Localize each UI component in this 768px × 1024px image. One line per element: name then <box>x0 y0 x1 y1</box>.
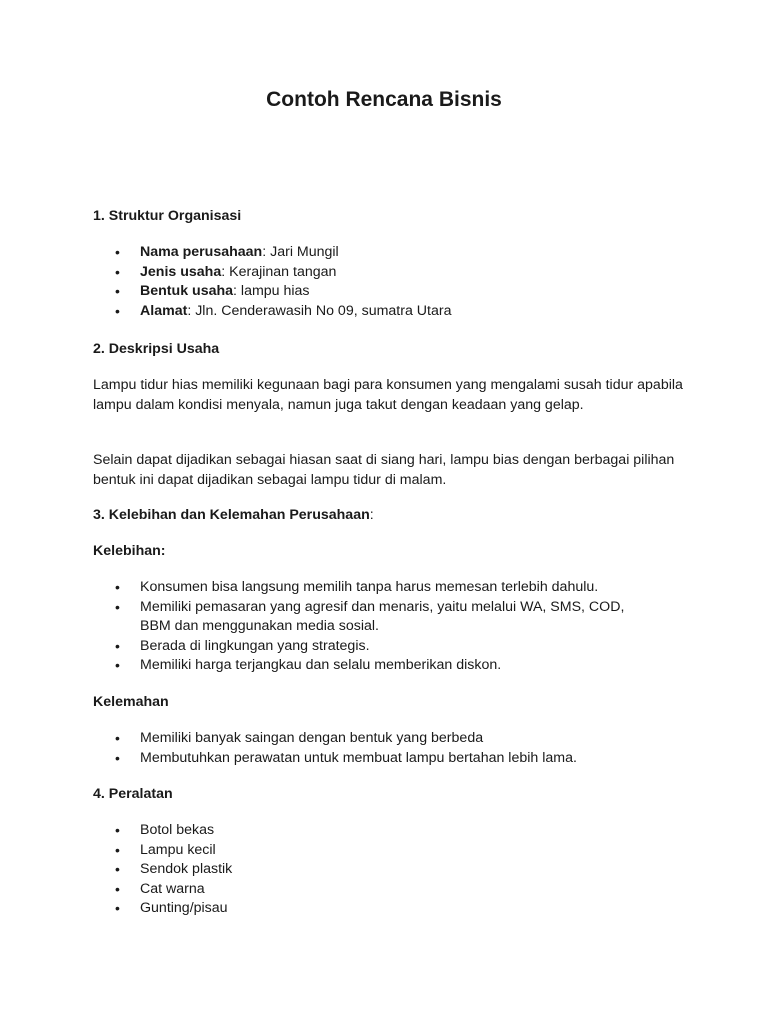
business-description-paragraph-2: Selain dapat dijadikan sebagai hiasan saat di siang hari, lampu bias dengan berbagai pilihan bentuk ini dapat dijadikan sebagai lampu tidur di malam. <box>93 452 675 488</box>
list-item: • Memiliki pemasaran yang agresif dan menaris, yaitu melalui WA, SMS, COD, BBM dan menggunakan media sosial. <box>93 598 683 637</box>
list-item: • Memiliki harga terjangkau dan selalu memberikan diskon. <box>93 656 683 676</box>
list-item: • Memiliki banyak saingan dengan bentuk yang berbeda <box>93 729 683 749</box>
list-item: • Botol bekas <box>93 821 683 841</box>
list-item: • Lampu kecil <box>93 841 683 861</box>
list-item: • Berada di lingkungan yang strategis. <box>93 637 683 657</box>
section-1-heading: 1. Struktur Organisasi <box>93 208 242 224</box>
list-item: • Alamat: Jln. Cenderawasih No 09, sumatra Utara <box>93 302 683 322</box>
list-item: • Konsumen bisa langsung memilih tanpa harus memesan terlebih dahulu. <box>93 578 683 598</box>
equipment-list <box>93 821 683 919</box>
weaknesses-list <box>93 729 683 768</box>
section-3-heading: 3. Kelebihan dan Kelemahan Perusahaan: <box>93 507 374 523</box>
section-2-heading: 2. Deskripsi Usaha <box>93 341 220 357</box>
weaknesses-heading: Kelemahan <box>93 694 169 710</box>
strengths-heading: Kelebihan: <box>93 543 166 559</box>
list-item: • Membutuhkan perawatan untuk membuat lampu bertahan lebih lama. <box>93 749 683 769</box>
list-item: • Jenis usaha: Kerajinan tangan <box>93 263 683 283</box>
list-item: • Cat warna <box>93 880 683 900</box>
list-item: • Bentuk usaha: lampu hias <box>93 282 683 302</box>
page-title: Contoh Rencana Bisnis <box>266 88 502 111</box>
business-description-paragraph-1: Lampu tidur hias memiliki kegunaan bagi para konsumen yang mengalami susah tidur apabila lampu dalam kondisi menyala, namun juga takut dengan keadaan yang gelap. <box>93 377 683 413</box>
org-structure-list <box>93 243 683 321</box>
strengths-list <box>93 578 683 676</box>
list-item: • Nama perusahaan: Jari Mungil <box>93 243 683 263</box>
section-4-heading: 4. Peralatan <box>93 786 173 802</box>
list-item: • Gunting/pisau <box>93 899 683 919</box>
list-item: • Sendok plastik <box>93 860 683 880</box>
